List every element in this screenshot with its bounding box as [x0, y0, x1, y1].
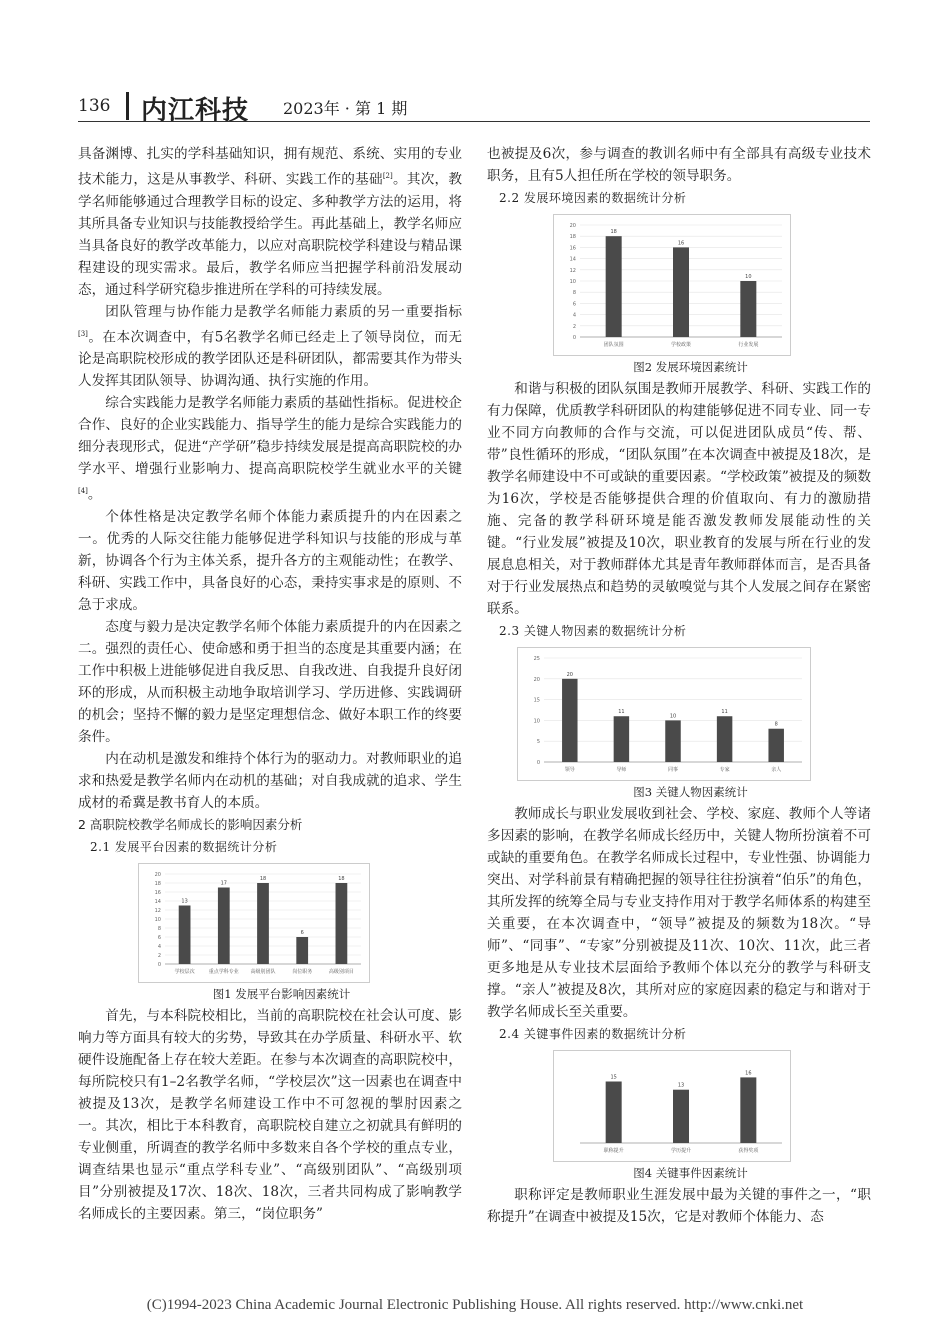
figure-4	[553, 1050, 791, 1162]
x-tick-label: 重点学科专业	[208, 968, 239, 975]
paragraph: 内在动机是激发和维持个体行为的驱动力。对教师职业的追求和热爱是教学名师内在动机的基础；对自我成就的追求、学生成材的希冀是教书育人的本质。	[78, 750, 462, 811]
paragraph: 职称评定是教师职业生涯发展中最为关键的事件之一，“职称提升”在调查中被提及15次，它是对教师个体能力、态	[487, 1187, 871, 1225]
chart-4	[554, 1051, 790, 1161]
figure-caption: 图2 发展环境因素统计	[633, 360, 748, 374]
paragraph: 首先，与本科院校相比，当前的高职院校在社会认可度、影响力等方面具有较大的劣势，导致其在办学质量、科研水平、软硬件设施配备上存在较大差距。在参与本次调查的高职院校中，每所院校只有1–2名教学名师，“学校层次”这一因素也在调查中被提及13次，是教学名师建设工作中不可忽视的掣肘因素之一。其次，相比于本科教育，高职院校自建立之初就具有鲜明的专业侧重，所调查的教学名师中多数来自各个学校的重点专业，调查结果也显示“重点学科专业”、“高级别团队”、“高级别项目”分别被提及17次、18次、18次，三者共同构成了影响教学名师成长的主要因素。第三，“岗位职务”	[78, 1007, 462, 1222]
data-label: 18	[259, 875, 267, 882]
bar	[606, 236, 622, 337]
y-tick-label: 2	[572, 323, 576, 330]
paragraph: 团队管理与协作能力是教学名师能力素质的另一重要指标[3]。在本次调查中，有5名教学名师已经走上了领导岗位，而无论是高职院校形成的教学团队还是科研团队，都需要其作为带头人发挥其团队领导、协调沟通、执行实施的作用。	[78, 303, 462, 390]
bar	[740, 281, 756, 337]
data-label: 17	[220, 880, 227, 887]
x-tick-label: 岗位职务	[292, 968, 313, 975]
data-label: 18	[610, 229, 617, 236]
right-column	[487, 143, 871, 1228]
y-tick-label: 12	[569, 267, 576, 274]
x-tick-label: 行业发展	[738, 342, 759, 348]
data-label: 6	[300, 929, 304, 936]
bar	[673, 1090, 689, 1143]
data-label: 10	[669, 713, 677, 720]
y-tick-label: 0	[157, 961, 161, 968]
chart-1	[139, 864, 369, 982]
y-tick-label: 8	[572, 290, 576, 297]
y-tick-label: 10	[154, 916, 161, 923]
x-tick-label: 亲人	[771, 767, 782, 773]
bar	[336, 883, 348, 964]
data-label: 20	[566, 671, 573, 678]
data-label: 10	[745, 274, 752, 280]
x-tick-label: 同事	[667, 767, 679, 773]
figure-caption: 图3 关键人物因素统计	[633, 785, 748, 799]
data-label: 11	[618, 709, 625, 716]
x-tick-label: 职称提升	[603, 1148, 624, 1154]
y-tick-label: 12	[154, 907, 161, 914]
y-tick-label: 5	[536, 739, 540, 746]
x-tick-label: 导师	[616, 767, 627, 773]
issue-label: 2023年 · 第 1 期	[283, 99, 408, 118]
x-tick-label: 高级别团队	[250, 968, 276, 975]
data-label: 11	[721, 709, 728, 716]
paragraph: 和谐与积极的团队氛围是教师开展教学、科研、实践工作的有力保障，优质教学科研团队的构建能够促进不同专业、同一专业不同方向教师的合作与交流，可以促进团队成员“传、帮、带”良性循环的形成，“团队氛围”在本次调查中被提及18次，是教学名师建设中不可或缺的重要因素。“学校政策”被提及的频数为16次，学校是否能够提供合理的价值取向、有力的激励措施、完备的教学科研环境是能否激发教师发展能动性的关键。“行业发展”被提及10次，职业教育的发展与所在行业的发展息息相关，对于教师群体尤其是青年教师群体而言，是否具备对于行业发展热点和趋势的灵敏嗅觉与其个人发展之间存在紧密联系。	[487, 381, 871, 617]
data-label: 13	[677, 1082, 685, 1089]
y-tick-label: 4	[157, 943, 161, 950]
subsection-heading: 2.2 发展环境因素的数据统计分析	[499, 191, 687, 205]
y-tick-label: 2	[157, 952, 161, 959]
bar	[218, 887, 230, 964]
bar	[179, 905, 191, 964]
header-rule	[78, 121, 870, 122]
y-tick-label: 16	[569, 245, 576, 252]
paragraph: 具备渊博、扎实的学科基础知识，拥有规范、系统、实用的专业技术能力，这是从事教学、科研、实践工作的基础[2]。其次，教学名师能够通过合理教学目标的设定、多种教学方法的运用，将其所具备专业知识与技能教授给学生。再此基础上，教学名师应当具备良好的教学改革能力，以应对高职院校学科建设与精品课程建设的现实需求。最后，教学名师应当把握学科前沿发展动态，通过科学研究稳步推进所在学科的可持续发展。	[78, 146, 463, 298]
y-tick-label: 18	[154, 880, 161, 887]
page-number: 136	[78, 96, 111, 116]
y-tick-label: 4	[572, 312, 576, 319]
paragraph: 态度与毅力是决定教学名师个体能力素质提升的内在因素之二。强烈的责任心、使命感和勇于担当的态度是其重要内涵；在工作中积极上进能够促进自我反思、自我改进、自我提升良好闭环的形成，从而积极主动地争取培训学习、学历进修、实践调研的机会；坚持不懈的毅力是坚定理想信念、做好本职工作的终要条件。	[78, 618, 462, 745]
y-tick-label: 16	[154, 889, 161, 896]
section-heading: 2 高职院校教学名师成长的影响因素分析	[78, 816, 303, 832]
subsection-heading: 2.4 关键事件因素的数据统计分析	[499, 1027, 687, 1041]
x-tick-label: 专家	[719, 767, 730, 773]
bar	[768, 729, 783, 762]
figure-caption: 图1 发展平台影响因素统计	[212, 986, 351, 1001]
bar	[717, 716, 732, 762]
bar	[740, 1077, 756, 1143]
left-column	[78, 143, 462, 1225]
y-tick-label: 10	[569, 279, 576, 285]
subsection-heading: 2.1 发展平台因素的数据统计分析	[90, 839, 278, 854]
bar	[673, 247, 689, 337]
journal-title: 内江科技	[141, 96, 250, 126]
y-tick-label: 0	[572, 335, 576, 341]
y-tick-label: 15	[533, 697, 540, 704]
figure-2	[553, 214, 791, 356]
bar	[606, 1082, 622, 1144]
bar	[257, 883, 269, 964]
data-label: 13	[181, 898, 188, 905]
x-tick-label: 学历提升	[670, 1148, 692, 1154]
y-tick-label: 25	[533, 656, 540, 662]
y-tick-label: 6	[572, 301, 576, 308]
x-tick-label: 高级别项目	[328, 968, 354, 975]
figure-caption: 图4 关键事件因素统计	[633, 1166, 748, 1180]
data-label: 16	[745, 1070, 752, 1077]
figure-3	[517, 647, 811, 781]
paragraph: 也被提及6次，参与调查的教训名师中有全部具有高级专业技术职务，且有5人担任所在学校的领导职务。	[487, 146, 871, 184]
x-tick-label: 团队氛围	[603, 342, 624, 348]
x-tick-label: 学校层次	[174, 968, 195, 975]
copyright-footer: (C)1994-2023 China Academic Journal Electronic Publishing House. All rights reserved. http://www.cnki.net	[146, 1297, 804, 1313]
x-tick-label: 领导	[564, 767, 575, 773]
y-tick-label: 20	[154, 871, 161, 878]
header-divider	[126, 92, 129, 120]
bar	[296, 937, 308, 964]
y-tick-label: 6	[157, 934, 161, 941]
y-tick-label: 8	[157, 925, 161, 932]
paragraph: 教师成长与职业发展收到社会、学校、家庭、教师个人等诸多因素的影响，在教学名师成长经历中，关键人物所扮演着不可或缺的重要角色。在教学名师成长过程中，专业性强、协调能力突出、对学科前景有精确把握的领导往往扮演着“伯乐”的角色，其所发挥的统筹全局与专业支持作用对于教学名师体系的构建至关重要，在本次调查中，“领导”被提及的频数为18次。“导师”、“同事”、“专家”分别被提及11次、10次、11次，此三者更多地是从专业技术层面给予教师个体以充分的教学与科研支撑。“亲人”被提及8次，其所对应的家庭因素的稳定与和谐对于教学名师成长至关重要。	[487, 806, 871, 1020]
paragraph: 综合实践能力是教学名师能力素质的基础性指标。促进校企合作、良好的企业实践能力、指导学生的能力是综合实践能力的细分表现形式，促进“产学研”稳步持续发展是提高高职院校的办学水平、增强行业影响力、提高高职院校学生就业水平的关键[4]。	[78, 395, 462, 503]
subsection-heading: 2.3 关键人物因素的数据统计分析	[499, 624, 687, 638]
chart-2	[554, 215, 790, 355]
page-header	[78, 92, 870, 126]
y-tick-label: 14	[154, 898, 161, 905]
y-tick-label: 14	[569, 256, 576, 263]
bar	[614, 716, 629, 762]
chart-3	[518, 648, 810, 780]
y-tick-label: 10	[533, 718, 540, 725]
x-tick-label: 获得奖项	[738, 1148, 759, 1154]
data-label: 15	[610, 1074, 617, 1081]
figure-1	[138, 863, 370, 983]
data-label: 18	[338, 875, 345, 882]
bar	[562, 679, 577, 762]
y-tick-label: 0	[536, 760, 540, 766]
bar	[665, 720, 680, 762]
y-tick-label: 18	[569, 234, 576, 241]
paragraph: 个体性格是决定教学名师个体能力素质提升的内在因素之一。优秀的人际交往能力能够促进学科知识与技能的形成与革新，协调各个行为主体关系，提升各方的主观能动性；在教学、科研、实践工作中，具备良好的心态，秉持实事求是的原则、不急于求成。	[78, 508, 462, 613]
x-tick-label: 学校政策	[670, 342, 692, 348]
data-label: 8	[774, 721, 778, 728]
y-tick-label: 20	[569, 223, 576, 229]
data-label: 16	[677, 240, 685, 247]
y-tick-label: 20	[533, 676, 540, 683]
